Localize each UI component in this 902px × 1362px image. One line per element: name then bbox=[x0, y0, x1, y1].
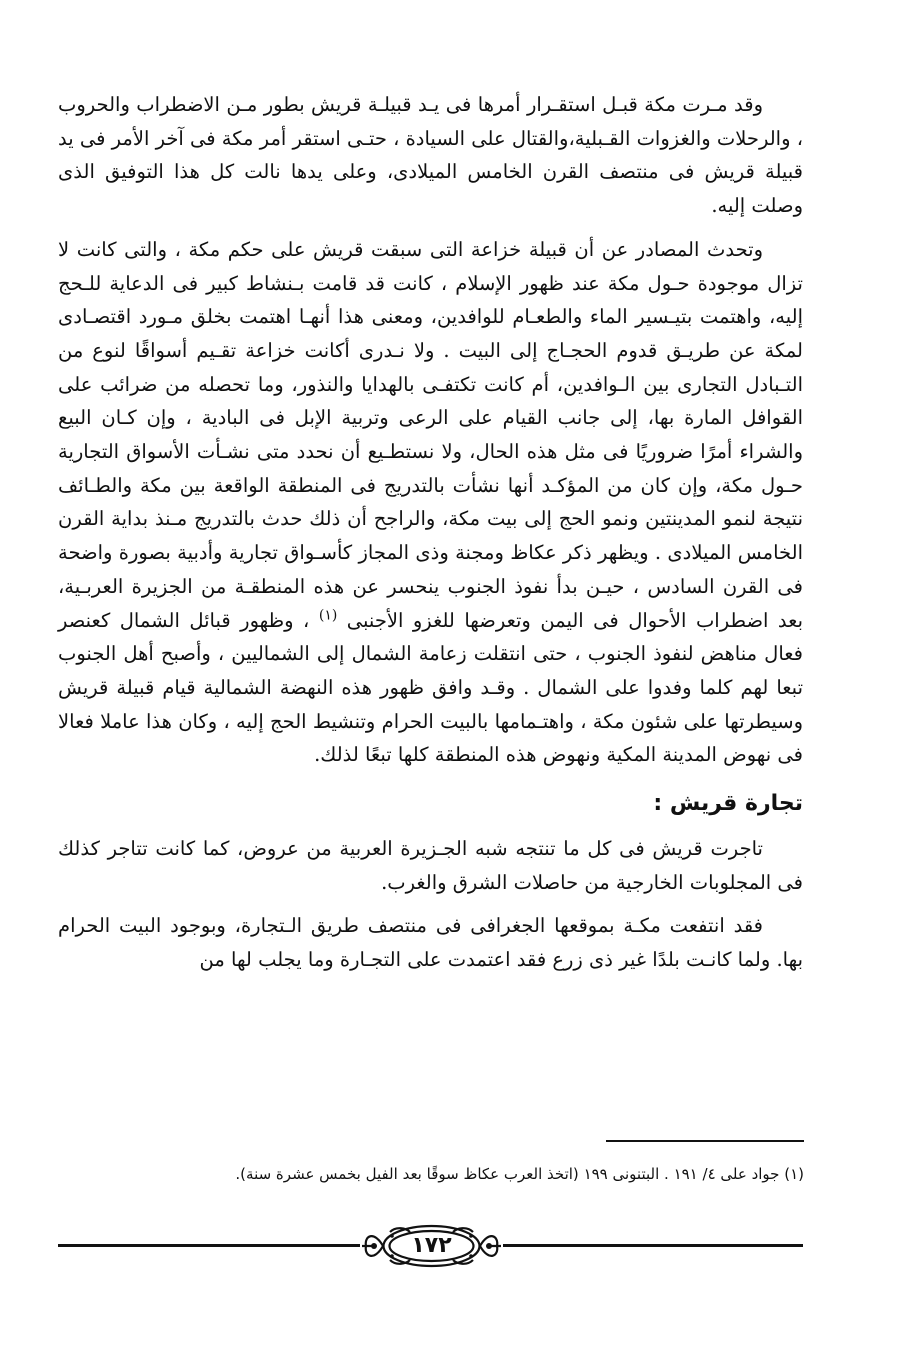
paragraph-2-text-b: ، وظهور قبائل الشمال كعنصر فعال مناهض لنفوذ الجنوب ، حتى انتقلت زعامة الشمال إلى الشماليين ، وأصبح أهل الجنوب تبعا لهم كلما وفدوا على الشمال . وقـد وافق ظهور هذه النهضة الشمالية قيام قبيلة قريش وسيطرتها على شئون مكة ، واهتـمامها بالبيت الحرام وتنشيط الحج إليه ، وكان هذا عاملا فعالا فى نهوض المدينة المكية ونهوض هذه المنطقة كلها تبعًا لذلك. bbox=[58, 608, 803, 767]
footnote-reference[interactable]: (١) bbox=[318, 607, 338, 624]
paragraph-1: وقد مـرت مكة قبـل استقـرار أمرها فى يـد قبيلـة قريش بطور مـن الاضطراب والحروب ، والرحلات والغزوات القـبلية،والقتال على السيادة ، حتـى استقر أمر مكة فى آخر الأمر فى يد قبيلة قريش فى منتصف القرن الخامس الميلادى، وعلى يدها نالت كل هذا التوفيق الذى وصلت إليه. bbox=[58, 93, 803, 218]
paragraph-4: فقد انتفعت مكـة بموقعها الجغرافى فى منتصف طريق الـتجارة، وبوجود البيت الحرام بها. ولما كانـت بلدًا غير ذى زرع فقد اعتمدت على التجـارة وما يجلب لها من bbox=[58, 914, 803, 972]
page-number-ornament bbox=[360, 1222, 503, 1270]
page-footer bbox=[58, 1222, 803, 1270]
paragraph-2 bbox=[58, 233, 803, 772]
footnote: (١) جواد على ٤/ ١٩١ . البتنونى ١٩٩ (اتخذ العرب عكاظ سوقًا بعد الفيل بخمس عشرة سنة). bbox=[235, 1165, 804, 1183]
footer-rule-right bbox=[503, 1244, 803, 1247]
section-heading: تجارة قريش : bbox=[653, 791, 803, 817]
paragraph-2-text-a: وتحدث المصادر عن أن قبيلة خزاعة التى سبقت قريش على حكم مكة ، والتى كانت لا تزال موجودة حـول مكة عند ظهور الإسلام ، كانت قد قامت بـنشاط كبير فى الدعاية للـحج إليه، واهتمت بتيـسير الماء والطعـام للوافدين، ومعنى هذا أنهـا اهتمت بخلق مـورد اقتصـادى لمكة عن طريـق قدوم الحجـاج إلى البيت . ولا نـدرى أكانت خزاعة تقـيم أسواقًا لنوع من التـبادل التجارى بين الـوافدين، أم كانت تكتفـى بالهدايا والنذور، وما تحصله من ضرائب على القوافل المارة بها، إلى جانب القيام على الرعى وتربية الإبل فى البادية ، وإن كـان البيع والشراء أمرًا ضروريًا فى مثل هذه الحال، ولا نستطـيع أن نحدد متى نشـأت الأسواق التجارية حـول مكة، وإن كان من المؤكـد أنها نشأت بالتدريج فى المنطقة الواقعة بين مكة والطـائف نتيجة لنمو المدينتين ونمو الحج إلى بيت مكة، والراجح أن ذلك حدث بالتدريج مـنذ بداية القرن الخامس الميلادى . ويظهر ذكر عكاظ ومجنة وذى المجاز كأسـواق تجارية وأدبية بصورة واضحة فى القرن السادس ، حيـن بدأ نفوذ الجنوب ينحسر عن هذه المنطقـة من الجزيرة العربـية، بعد اضطراب الأحوال فى اليمن وتعرضها للغزو الأجنبى bbox=[58, 237, 804, 632]
footer-rule-left bbox=[58, 1244, 360, 1247]
page-number: ١٧٢ bbox=[411, 1233, 452, 1258]
paragraph-3: تاجرت قريش فى كل ما تنتجه شبه الجـزيرة العربية من عروض، كما كانت تتاجر كذلك فى المجلوبات الخارجية من حاصلات الشرق والغرب. bbox=[58, 837, 803, 894]
footnote-divider bbox=[606, 1140, 804, 1142]
page-body bbox=[58, 88, 803, 977]
